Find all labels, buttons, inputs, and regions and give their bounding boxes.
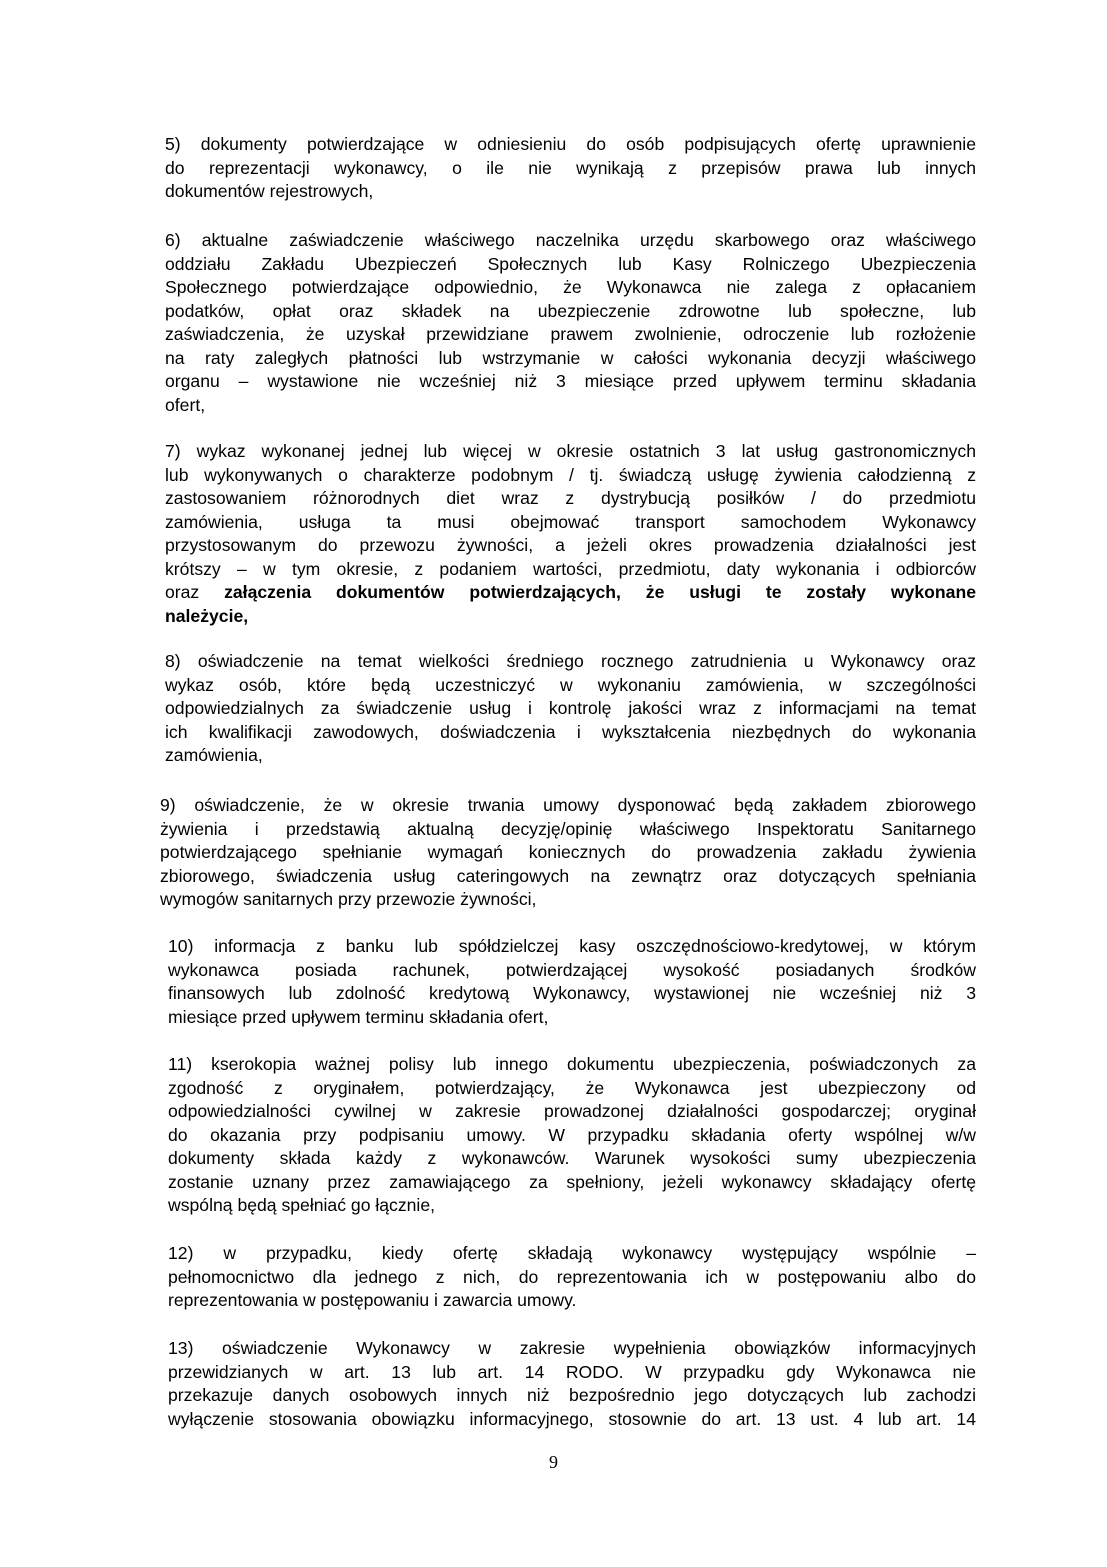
list-item-11 [168,1053,976,1218]
text-line: lub wykonywanych o charakterze podobnym / tj. świadczą usługę żywienia całodzienną z [165,464,976,485]
text-line: 11) kserokopia ważnej polisy lub innego dokumentu ubezpieczenia, poświadczonych za [168,1054,976,1074]
text-line: wykonawca posiada rachunek, potwierdzającej wysokość posiadanych środków [168,959,976,980]
text-line: 12) w przypadku, kiedy ofertę składają wykonawcy występujący wspólnie – [168,1243,976,1263]
page-number: 9 [549,1452,558,1472]
text-line: wymogów sanitarnych przy przewozie żywności, [160,889,537,909]
text-line: 8) oświadczenie na temat wielkości średniego rocznego zatrudnienia u Wykonawcy oraz [165,651,976,671]
list-item-7 [165,440,976,628]
text-line: wspólną będą spełniać go łącznie, [168,1195,436,1215]
text-line: odpowiedzialności cywilnej w zakresie prowadzonej działalności gospodarczej; oryginał [168,1101,976,1121]
text-line: do reprezentacji wykonawcy, o ile nie wynikają z przepisów prawa lub innych [165,157,976,178]
text-line: dokumenty składa każdy z wykonawców. Warunek wysokości sumy ubezpieczenia [168,1148,976,1168]
text-line: dokumentów rejestrowych, [165,181,374,201]
text-line: przewidzianych w art. 13 lub art. 14 RODO. W przypadku gdy Wykonawca nie [168,1361,976,1382]
text-line: reprezentowania w postępowaniu i zawarcia umowy. [168,1290,577,1310]
text-line: oddziału Zakładu Ubezpieczeń Społecznych lub Kasy Rolniczego Ubezpieczenia [165,253,976,274]
text-line: zbiorowego, świadczenia usług cateringowych na zewnątrz oraz dotyczących spełniania [160,865,976,886]
text-line: zamówienia, [165,745,263,765]
text-line: potwierdzającego spełnianie wymagań koniecznych do prowadzenia zakładu żywienia [160,842,976,862]
text-line: Społecznego potwierdzające odpowiednio, że Wykonawca nie zalega z opłacaniem [165,277,976,297]
list-item-12 [168,1242,976,1313]
text-line: podatków, opłat oraz składek na ubezpieczenie zdrowotne lub społeczne, lub [165,300,976,321]
text-line: przekazuje danych osobowych innych niż bezpośrednio jego dotyczących lub zachodzi [168,1385,976,1405]
text-line: żywienia i przedstawią aktualną decyzję/opinię właściwego Inspektoratu Sanitarnego [160,818,976,839]
text-line: 5) dokumenty potwierdzające w odniesieniu do osób podpisujących ofertę uprawnienie [165,134,976,154]
text-line: zostanie uznany przez zamawiającego za spełniony, jeżeli wykonawcy składający ofertę [168,1171,976,1192]
list-item-9 [160,794,976,912]
text-line: wykaz osób, które będą uczestniczyć w wykonaniu zamówienia, w szczególności [165,674,976,695]
text-line: pełnomocnictwo dla jednego z nich, do reprezentowania ich w postępowaniu albo do [168,1266,976,1287]
list-item-10 [168,935,976,1029]
text-line: do okazania przy podpisaniu umowy. W przypadku składania oferty wspólnej w/w [168,1124,976,1145]
text-line: 13) oświadczenie Wykonawcy w zakresie wypełnienia obowiązków informacyjnych [168,1338,976,1358]
bold-text: załączenia dokumentów potwierdzających, że usługi te zostały wykonane [224,582,976,602]
text-line: finansowych lub zdolność kredytową Wykonawcy, wystawionej nie wcześniej niż 3 [168,983,976,1003]
text-line: zastosowaniem różnorodnych diet wraz z dystrybucją posiłków / do przedmiotu [165,488,976,508]
text-line: 9) oświadczenie, że w okresie trwania umowy dysponować będą zakładem zbiorowego [160,795,976,815]
text-line: zaświadczenia, że uzyskał przewidziane prawem zwolnienie, odroczenie lub rozłożenie [165,324,976,344]
text-line: 10) informacja z banku lub spółdzielczej kasy oszczędnościowo-kredytowej, w którym [168,936,976,956]
bold-text-line: należycie, [165,605,249,626]
text-line: 6) aktualne zaświadczenie właściwego naczelnika urzędu skarbowego oraz właściwego [165,230,976,250]
list-item-6 [165,229,976,417]
list-item-5 [165,133,976,204]
text-line: zamówienia, usługa ta musi obejmować transport samochodem Wykonawcy [165,511,976,532]
text-line: ofert, [165,394,206,415]
text-line: miesiące przed upływem terminu składania ofert, [168,1006,549,1027]
list-item-13 [168,1337,976,1431]
text-line: odpowiedzialnych za świadczenie usług i kontrolę jakości wraz z informacjami na temat [165,698,976,718]
text-line: ich kwalifikacji zawodowych, doświadczenia i wykształcenia niezbędnych do wykonania [165,721,976,742]
text-line: 7) wykaz wykonanej jednej lub więcej w okresie ostatnich 3 lat usług gastronomicznych [165,441,976,461]
text-line: krótszy – w tym okresie, z podaniem wartości, przedmiotu, daty wykonania i odbiorców [165,558,976,579]
text-line: organu – wystawione nie wcześniej niż 3 miesiące przed upływem terminu składania [165,371,976,391]
text-line: wyłączenie stosowania obowiązku informacyjnego, stosownie do art. 13 ust. 4 lub art. 14 [168,1408,976,1429]
text-line: przystosowanym do przewozu żywności, a jeżeli okres prowadzenia działalności jest [165,535,976,555]
text-line: zgodność z oryginałem, potwierdzający, że Wykonawca jest ubezpieczony od [168,1077,976,1098]
text-prefix: oraz [165,582,225,602]
list-item-8 [165,650,976,768]
text-line-with-bold [165,581,976,605]
text-line: na raty zaległych płatności lub wstrzymanie w całości wykonania decyzji właściwego [165,347,976,368]
